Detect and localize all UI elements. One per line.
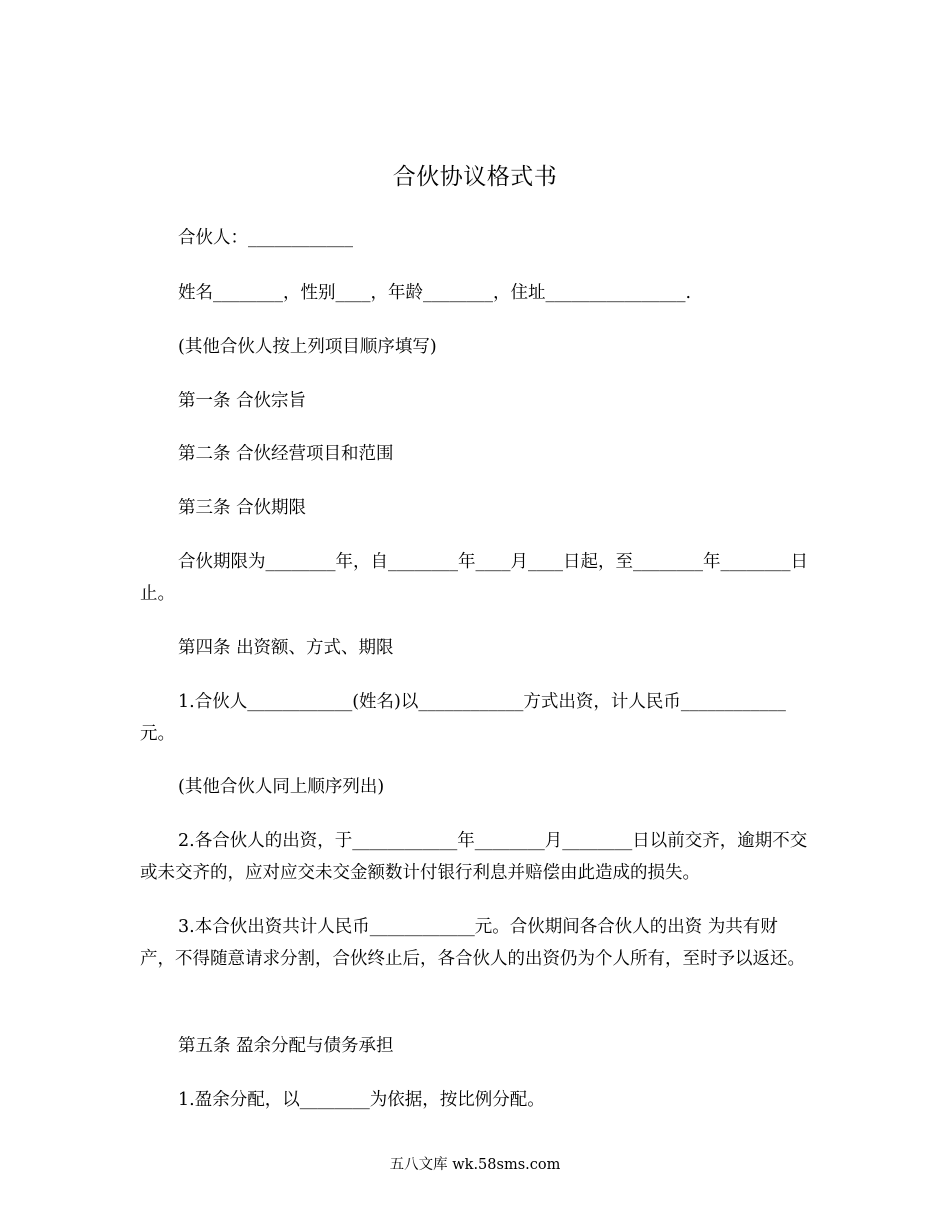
footer-watermark: 五八文库 wk.58sms.com — [389, 1157, 561, 1173]
article-5-heading: 第五条 盈余分配与债务承担 — [178, 1036, 394, 1056]
article-4-heading: 第四条 出资额、方式、期限 — [178, 638, 394, 658]
partner-info-line: 姓名________，性别____，年龄________，住址________________. — [178, 283, 692, 303]
article-1-heading: 第一条 合伙宗旨 — [178, 391, 307, 411]
other-partners-note: (其他合伙人按上列项目顺序填写) — [178, 337, 437, 357]
partnership-term-paragraph: 合伙期限为________年，自________年____月____日起，至________年________日止。 — [140, 552, 808, 604]
contribution-item-3: 3.本合伙出资共计人民币____________元。合伙期间各合伙人的出资 为共有财产，不得随意请求分割，合伙终止后，各合伙人的出资仍为个人所有，至时予以返还。 — [140, 917, 805, 969]
profit-distribution-item-1: 1.盈余分配，以________为依据，按比例分配。 — [178, 1090, 545, 1110]
article-2-heading: 第二条 合伙经营项目和范围 — [178, 444, 394, 464]
partner-line: 合伙人：____________ — [178, 228, 353, 248]
contribution-item-1: 1.合伙人____________(姓名)以____________方式出资，计人民币____________元。 — [140, 692, 786, 744]
other-partners-contribution-note: (其他合伙人同上顺序列出) — [178, 777, 385, 797]
contribution-item-2: 2.各合伙人的出资，于____________年________月________日以前交齐，逾期不交或未交齐的，应对应交未交金额数计付银行利息并赔偿由此造成的损失。 — [140, 831, 808, 883]
article-3-heading: 第三条 合伙期限 — [178, 498, 307, 518]
document-title: 合伙协议格式书 — [392, 164, 558, 190]
